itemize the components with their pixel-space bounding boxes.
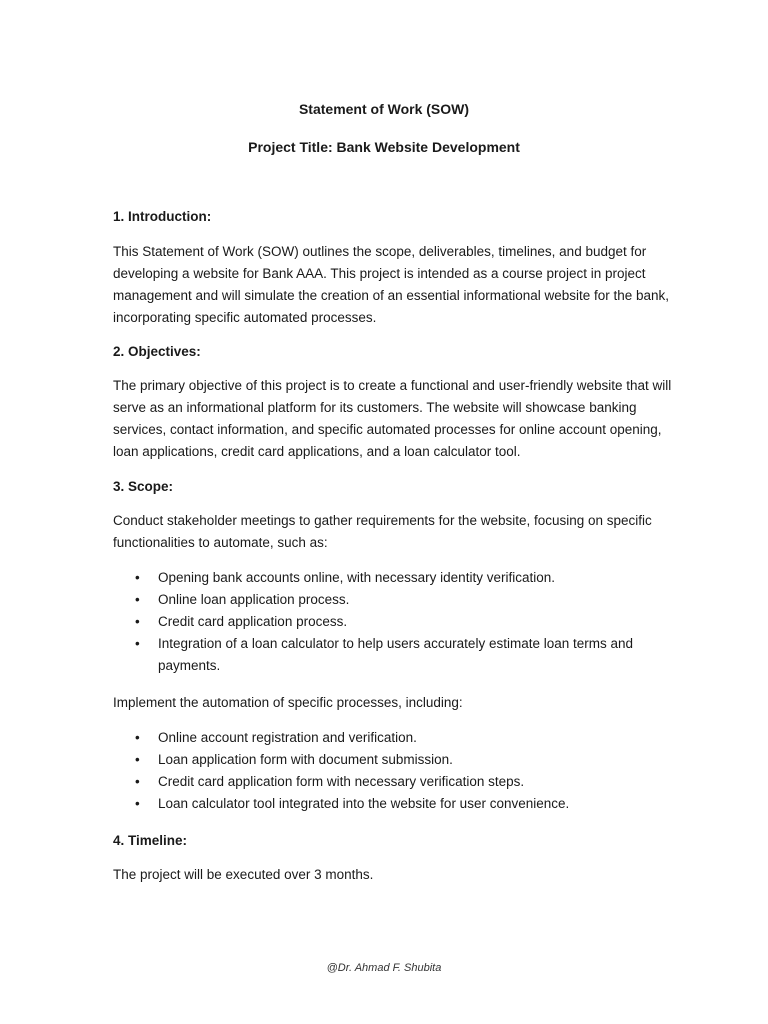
list-item-text: Loan application form with document submission. [158,752,453,767]
list-item [113,727,673,749]
bullet-icon: • [135,636,140,651]
scope-automation-list [113,727,673,815]
list-item-text: Credit card application form with necessary verification steps. [158,774,525,789]
bullet-icon: • [135,614,140,629]
section-heading-introduction: 1. Introduction: [113,209,212,224]
page-footer: @Dr. Ahmad F. Shubita [326,962,442,974]
list-item-text: Online account registration and verification. [158,730,417,745]
bullet-icon: • [135,570,140,585]
bullet-icon: • [135,796,140,811]
list-item [113,611,673,633]
section-heading-objectives: 2. Objectives: [113,344,201,359]
project-title: Project Title: Bank Website Development [248,139,520,155]
bullet-icon: • [135,730,140,745]
list-item [113,567,673,589]
section-heading-timeline: 4. Timeline: [113,833,188,848]
bullet-icon: • [135,592,140,607]
list-item-text: Credit card application process. [158,614,348,629]
timeline-paragraph: The project will be executed over 3 months. [113,867,374,882]
document-title: Statement of Work (SOW) [298,101,470,117]
list-item-text: Integration of a loan calculator to help users accurately estimate loan terms and payments. [158,636,634,673]
list-item [113,633,673,677]
list-item [113,749,673,771]
list-item [113,589,673,611]
list-item-text: Online loan application process. [158,592,350,607]
scope-functionalities-list [113,567,673,677]
list-item-text: Loan calculator tool integrated into the website for user convenience. [158,796,570,811]
bullet-icon: • [135,752,140,767]
section-heading-scope: 3. Scope: [113,479,174,494]
bullet-icon: • [135,774,140,789]
introduction-paragraph: This Statement of Work (SOW) outlines the scope, deliverables, timelines, and budget for developing a website for Bank AAA. This project is intended as a course project in project management and will simulate the creation of an essential informational website for the bank, incorporating specific automated processes. [113,244,670,325]
list-item-text: Opening bank accounts online, with necessary identity verification. [158,570,555,585]
scope-intro-paragraph: Conduct stakeholder meetings to gather requirements for the website, focusing on specific functionalities to automate, such as: [113,513,652,550]
list-item [113,793,673,815]
list-item [113,771,673,793]
scope-implement-paragraph: Implement the automation of specific processes, including: [113,695,463,710]
objectives-paragraph: The primary objective of this project is to create a functional and user-friendly website that will serve as an informational platform for its customers. The website will showcase banking services, contact information, and specific automated processes for online account opening, loan applications, credit card applications, and a loan calculator tool. [113,378,672,459]
